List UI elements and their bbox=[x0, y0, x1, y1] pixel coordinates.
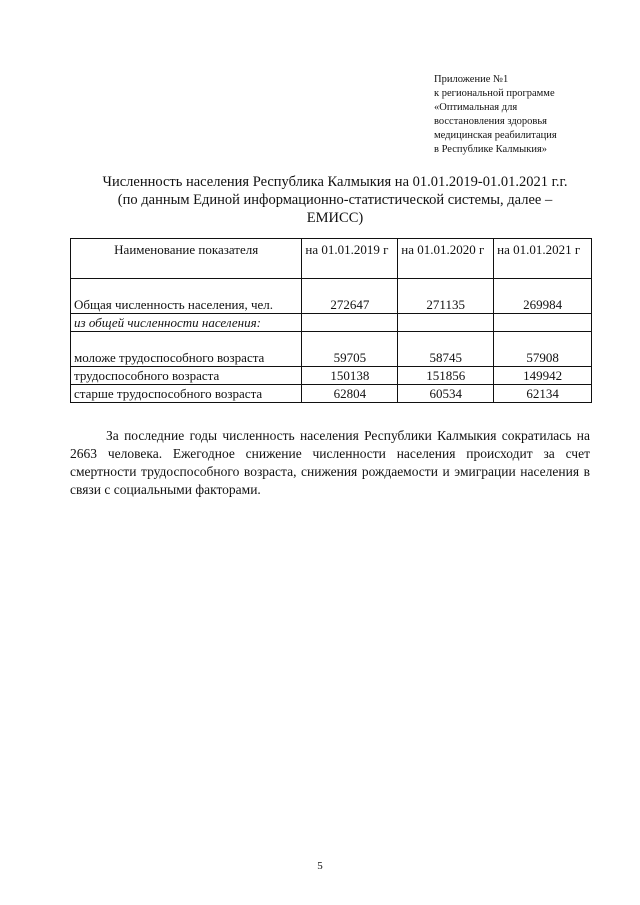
value-2021: 149942 bbox=[494, 367, 592, 385]
appendix-line: «Оптимальная для bbox=[434, 102, 518, 113]
appendix-line: Приложение №1 bbox=[434, 74, 509, 85]
appendix-note bbox=[434, 73, 624, 157]
value-2019: 150138 bbox=[302, 367, 398, 385]
table-row bbox=[71, 279, 592, 314]
page-number: 5 bbox=[317, 860, 323, 872]
value-2019: 59705 bbox=[302, 332, 398, 367]
value-2021 bbox=[494, 314, 592, 332]
title-line: ЕМИСС) bbox=[306, 210, 364, 226]
appendix-line: в Республике Калмыкия» bbox=[434, 144, 548, 155]
table-row bbox=[71, 367, 592, 385]
row-label: старше трудоспособного возраста bbox=[71, 385, 302, 403]
value-2019 bbox=[302, 314, 398, 332]
table-row bbox=[71, 332, 592, 367]
row-label: трудоспособного возраста bbox=[71, 367, 302, 385]
header-2019: на 01.01.2019 г bbox=[302, 239, 398, 279]
document-title bbox=[70, 173, 600, 227]
value-2020: 60534 bbox=[398, 385, 494, 403]
appendix-line: медицинская реабилитация bbox=[434, 130, 557, 141]
population-table bbox=[70, 238, 592, 403]
value-2021: 62134 bbox=[494, 385, 592, 403]
value-2019: 272647 bbox=[302, 279, 398, 314]
value-2019: 62804 bbox=[302, 385, 398, 403]
value-2021: 269984 bbox=[494, 279, 592, 314]
header-indicator-name: Наименование показателя bbox=[71, 239, 302, 279]
title-line: (по данным Единой информационно-статистической системы, далее – bbox=[117, 192, 553, 208]
value-2020: 151856 bbox=[398, 367, 494, 385]
header-2021: на 01.01.2021 г bbox=[494, 239, 592, 279]
table-header-row bbox=[71, 239, 592, 279]
appendix-line: восстановления здоровья bbox=[434, 116, 548, 127]
row-label: Общая численность населения, чел. bbox=[71, 279, 302, 314]
table-row bbox=[71, 385, 592, 403]
table-row bbox=[71, 314, 592, 332]
value-2020: 58745 bbox=[398, 332, 494, 367]
value-2021: 57908 bbox=[494, 332, 592, 367]
header-2020: на 01.01.2020 г bbox=[398, 239, 494, 279]
summary-paragraph: За последние годы численность населения Республики Калмыкия сократилась на 2663 человека. Ежегодное снижение численности населения происходит за счет смертности трудоспособного возраста, снижения рождаемости и эмиграции населения в связи с социальными факторами. bbox=[70, 428, 590, 497]
value-2020 bbox=[398, 314, 494, 332]
title-line: Численность населения Республика Калмыкия на 01.01.2019-01.01.2021 г.г. bbox=[102, 174, 568, 190]
appendix-line: к региональной программе bbox=[434, 88, 555, 99]
value-2020: 271135 bbox=[398, 279, 494, 314]
row-label: из общей численности населения: bbox=[71, 314, 302, 332]
row-label: моложе трудоспособного возраста bbox=[71, 332, 302, 367]
